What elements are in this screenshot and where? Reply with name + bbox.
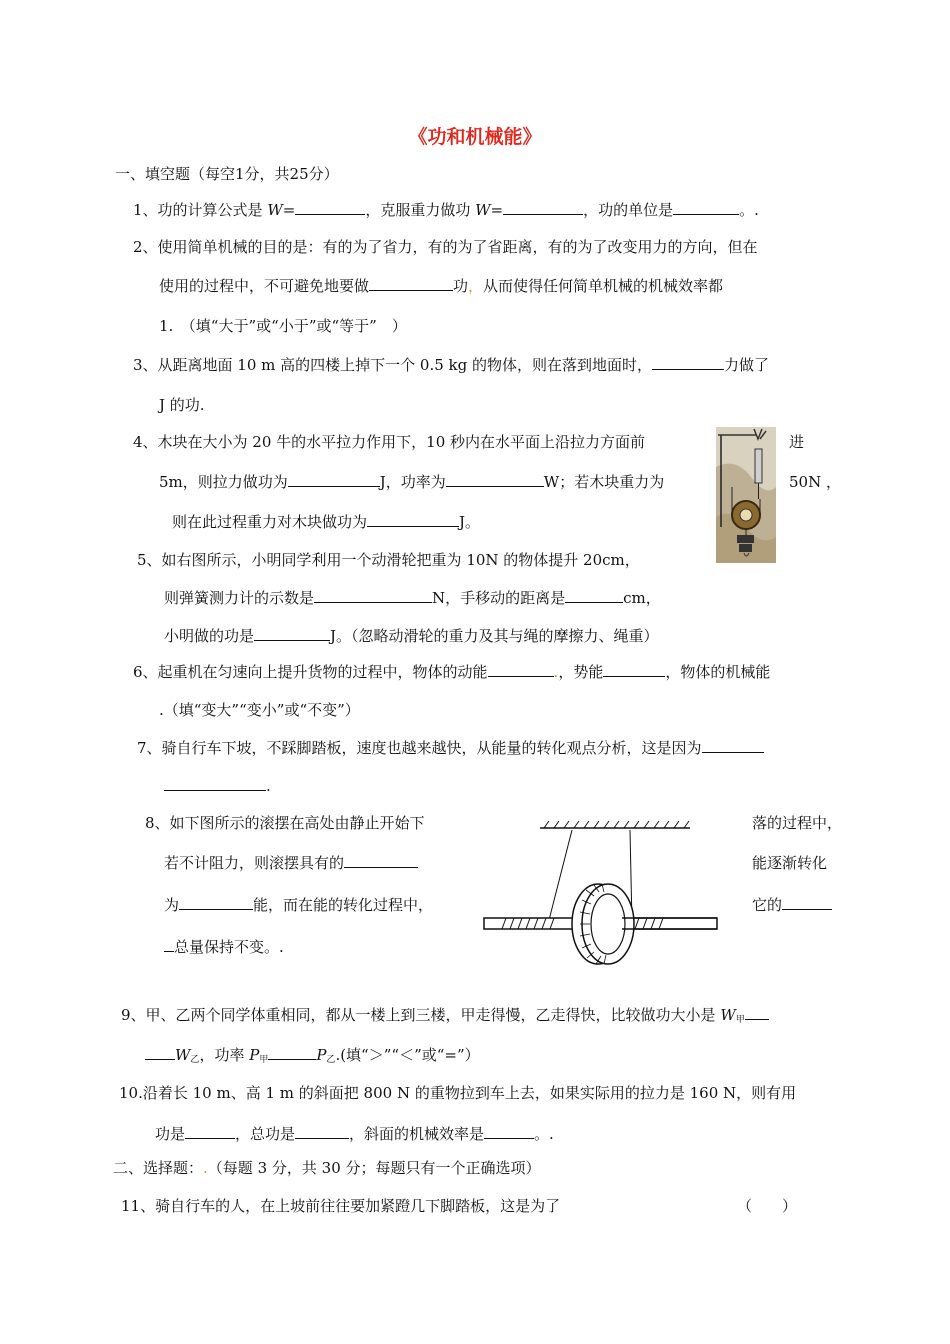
question-7-line-2: . (164, 776, 271, 796)
answer-blank[interactable] (745, 1005, 769, 1020)
question-7-line-1: 7、骑自行车下坡，不踩脚踏板，速度也越来越快，从能量的转化观点分析，这是因为 (137, 738, 764, 758)
answer-blank[interactable] (185, 1124, 235, 1139)
question-5-line-1: 5、如右图所示，小明同学利用一个动滑轮把重为 10N 的物体提升 20cm， (137, 551, 640, 569)
question-6-line-1: 6、起重机在匀速向上提升货物的过程中，物体的动能 .，势能 ，物体的机械能 (133, 663, 771, 681)
answer-blank[interactable] (652, 355, 724, 370)
question-8-line-4: 总量保持不变。. (164, 937, 284, 957)
question-6-line-2: .（填“变大”“变小”或“不变”） (159, 701, 360, 719)
answer-blank[interactable] (702, 738, 764, 753)
question-9-line-2: $W_乙$，功率 $P_甲$ $P_乙$.(填“＞”“＜”或“=”） (145, 1045, 480, 1070)
answer-blank[interactable] (268, 1045, 316, 1060)
question-10-line-1: 10.沿着长 10 m、高 1 m 的斜面把 800 N 的重物拉到车上去，如果实际用的拉力是 160 N，则有用 (119, 1084, 797, 1102)
question-4-line-2: 5m，则拉力做功为 J，功率为 W；若木块重力为 (159, 473, 665, 491)
answer-blank[interactable] (603, 662, 665, 677)
answer-blank[interactable] (314, 588, 432, 603)
question-9-line-1: 9、甲、乙两个同学体重相同，都从一楼上到三楼，甲走得慢，乙走得快，比较做功大小是 $W_甲$ (121, 1005, 769, 1030)
question-5-line-3: 小明做的功是 J。（忽略动滑轮的重力及其与绳的摩擦力、绳重） (164, 627, 659, 645)
question-8-line-1: 8、如下图所示的滚摆在高处由静止开始下 (145, 814, 425, 832)
page-title: 《功和机械能》 (408, 126, 542, 148)
question-4-line-2-end: 50N ， (789, 473, 841, 491)
answer-blank[interactable] (179, 895, 253, 910)
question-2-line-1: 2、使用简单机械的目的是：有的为了省力，有的为了省距离，有的为了改变用力的方向，但在 (133, 238, 758, 256)
question-8-line-3-end: 它的 (752, 895, 832, 915)
answer-blank[interactable] (488, 662, 554, 677)
question-8-line-1-end: 落的过程中， (752, 814, 843, 832)
answer-blank[interactable] (164, 937, 174, 952)
section-2-heading: 二、选择题：.（每题 3 分，共 30 分；每题只有一个正确选项） (113, 1159, 541, 1177)
answer-blank[interactable] (673, 200, 739, 215)
answer-blank[interactable] (369, 276, 453, 291)
question-2-line-3: 1. （填“大于”或“小于”或“等于” ） (159, 317, 407, 335)
answer-blank[interactable] (344, 853, 418, 868)
answer-blank[interactable] (503, 200, 583, 215)
answer-blank[interactable] (484, 1124, 534, 1139)
question-4-line-3: 则在此过程重力对木块做功为 J。 (172, 513, 481, 531)
pulley-spring-scale-image (716, 427, 776, 563)
section-1-heading: 一、填空题（每空1分，共25分） (115, 165, 339, 183)
question-5-line-2: 则弹簧测力计的示数是 N，手移动的距离是 cm， (164, 589, 661, 607)
question-8-line-2: 若不计阻力，则滚摆具有的 (164, 853, 418, 873)
question-4-line-1-end: 进 (789, 433, 805, 451)
answer-blank[interactable] (288, 472, 380, 487)
question-1: 1、功的计算公式是 W= ，克服重力做功 W= ，功的单位是 。. (133, 201, 759, 219)
answer-blank[interactable] (782, 895, 832, 910)
answer-blank[interactable] (446, 472, 544, 487)
answer-parentheses[interactable]: （ ） (737, 1197, 798, 1215)
question-3-line-1: 3、从距离地面 10 m 高的四楼上掉下一个 0.5 kg 的物体，则在落到地面时， 力做了 (133, 356, 770, 374)
question-8-line-2-end: 能逐渐转化 (752, 854, 828, 872)
answer-blank[interactable] (565, 588, 623, 603)
question-3-line-2: J 的功. (159, 396, 205, 414)
question-8-line-3: 为 能，而在能的转化过程中， (164, 896, 434, 914)
question-2-line-2: 使用的过程中，不可避免地要做 功，从而使得任何简单机械的机械效率都 (159, 277, 724, 295)
question-4-line-1: 4、木块在大小为 20 牛的水平拉力作用下，10 秒内在水平面上沿拉力方面前 (133, 433, 646, 451)
answer-blank[interactable] (145, 1045, 175, 1060)
answer-blank[interactable] (164, 776, 266, 791)
answer-blank[interactable] (295, 1124, 349, 1139)
question-11: 11、骑自行车的人，在上坡前往往要加紧蹬几下脚踏板，这是为了 (121, 1197, 561, 1215)
question-10-line-2: 功是 ，总功是 ，斜面的机械效率是 。. (155, 1125, 554, 1143)
maxwell-wheel-diagram (482, 818, 722, 968)
answer-blank[interactable] (295, 200, 365, 215)
answer-blank[interactable] (254, 626, 330, 641)
answer-blank[interactable] (367, 512, 459, 527)
